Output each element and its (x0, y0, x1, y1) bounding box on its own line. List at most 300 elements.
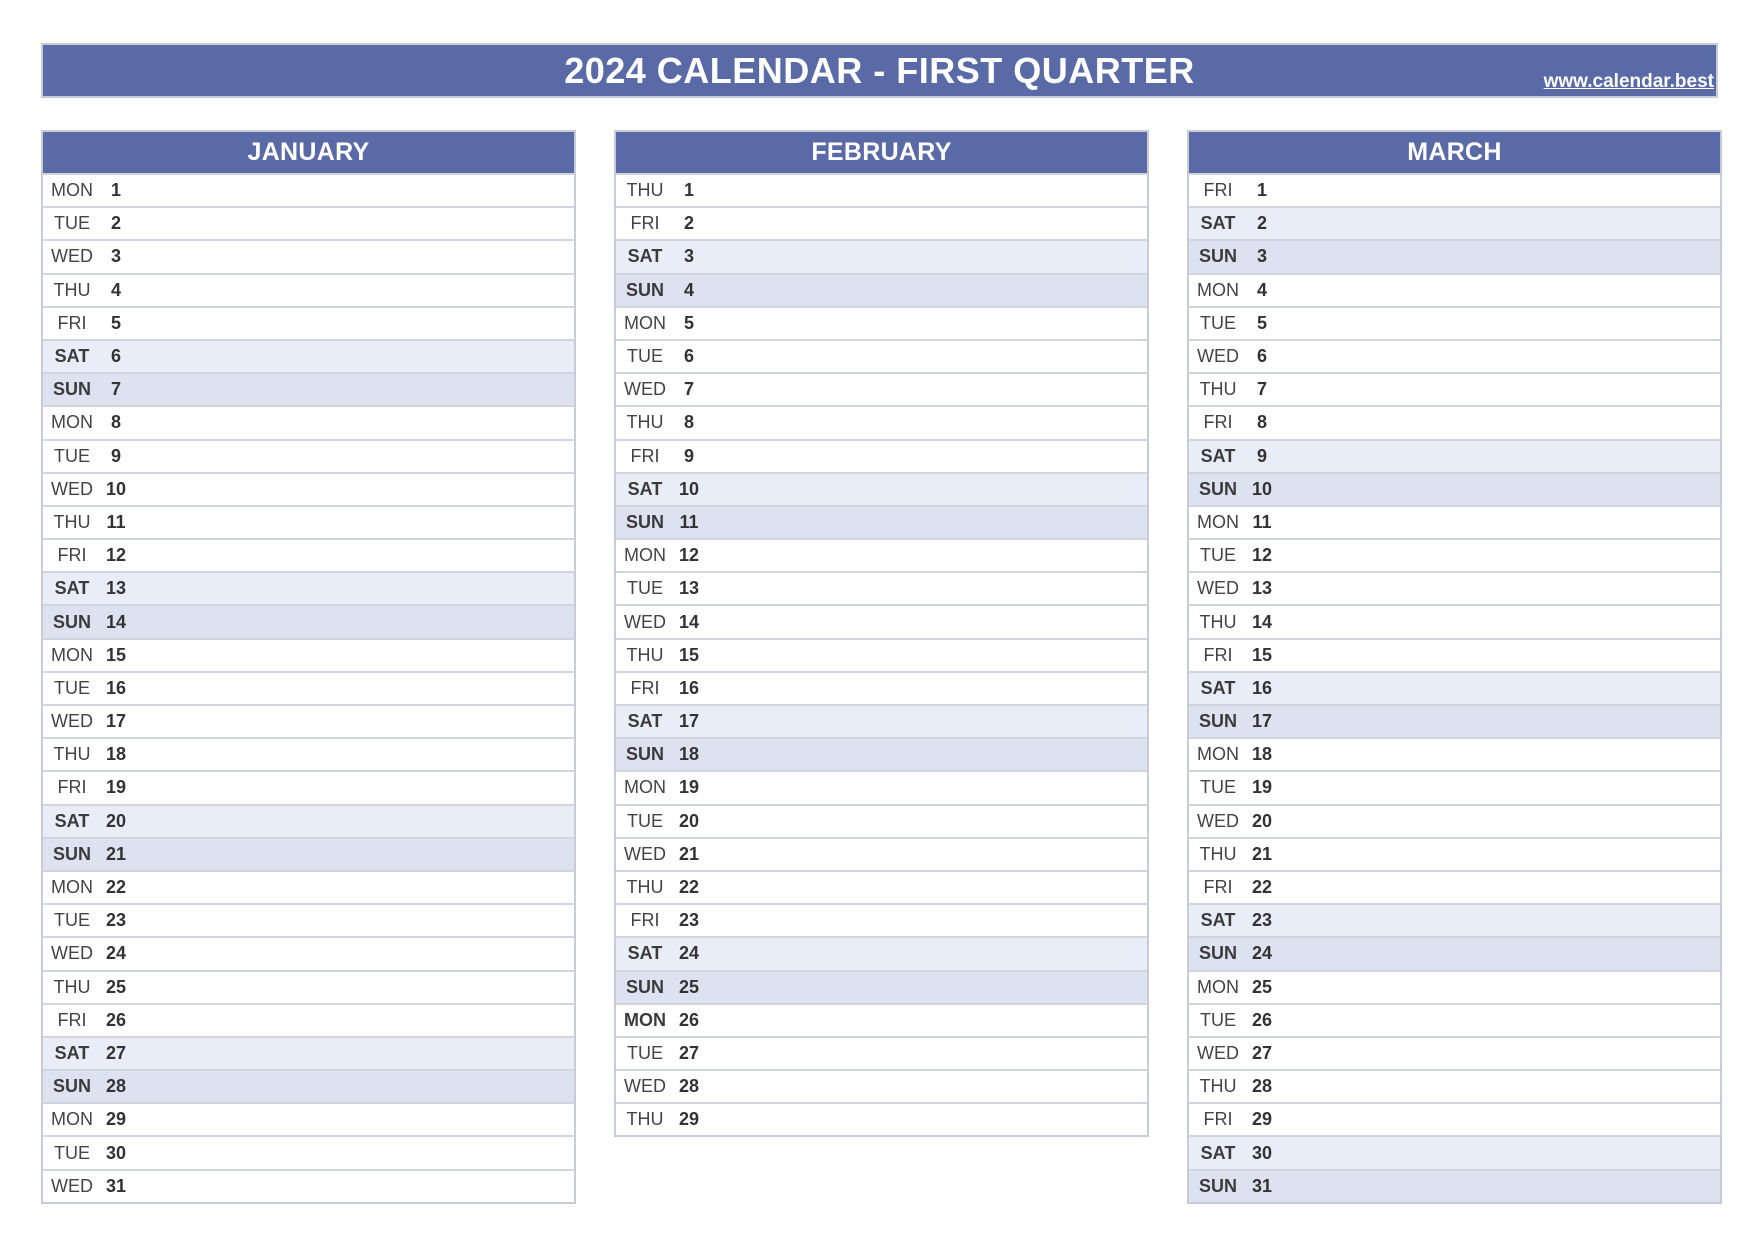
day-number: 2 (1256, 213, 1267, 234)
weekday-label: WED (1197, 1042, 1239, 1063)
day-number: 19 (1251, 777, 1273, 798)
weekday-label: FRI (1203, 644, 1233, 665)
day-number: 8 (1256, 412, 1267, 433)
day-row (1189, 405, 1720, 438)
weekday-label: MON (624, 777, 666, 798)
day-number: 3 (1256, 246, 1267, 267)
weekday-label: THU (1199, 379, 1237, 400)
note-space (704, 573, 1147, 604)
day-number: 5 (110, 312, 121, 333)
day-row (43, 439, 574, 472)
month-header: JANUARY (43, 132, 574, 173)
weekday-label: WED (51, 1175, 93, 1196)
note-space (131, 606, 574, 637)
weekday-label: SUN (1198, 1175, 1237, 1196)
day-row (616, 704, 1147, 737)
note-space (1277, 507, 1720, 538)
day-number: 26 (105, 1009, 127, 1030)
day-number: 25 (678, 976, 700, 997)
weekday-label: TUE (54, 1142, 90, 1163)
day-row (43, 505, 574, 538)
day-number: 15 (1251, 644, 1273, 665)
day-number: 22 (105, 877, 127, 898)
weekday-label: WED (624, 379, 666, 400)
day-number: 10 (105, 478, 127, 499)
note-space (704, 341, 1147, 372)
day-row (1189, 804, 1720, 837)
note-space (1277, 573, 1720, 604)
weekday-label: MON (624, 312, 666, 333)
day-row (616, 671, 1147, 704)
day-number: 13 (1251, 578, 1273, 599)
weekday-label: TUE (1200, 312, 1236, 333)
day-number: 15 (678, 644, 700, 665)
note-space (131, 308, 574, 339)
weekday-label: WED (624, 843, 666, 864)
note-space (1277, 241, 1720, 272)
day-row (616, 970, 1147, 1003)
day-number: 10 (678, 478, 700, 499)
note-space (704, 1038, 1147, 1069)
note-space (131, 673, 574, 704)
note-space (704, 441, 1147, 472)
day-number: 31 (1251, 1175, 1273, 1196)
weekday-label: TUE (54, 213, 90, 234)
weekday-label: MON (1197, 744, 1239, 765)
day-row (43, 936, 574, 969)
day-row (616, 770, 1147, 803)
note-space (131, 441, 574, 472)
day-row (1189, 306, 1720, 339)
day-number: 8 (110, 412, 121, 433)
note-space (704, 241, 1147, 272)
day-number: 4 (683, 279, 694, 300)
day-number: 23 (678, 910, 700, 931)
weekday-label: SUN (1198, 711, 1237, 732)
day-number: 16 (678, 677, 700, 698)
note-space (131, 640, 574, 671)
day-number: 23 (1251, 910, 1273, 931)
day-row (1189, 936, 1720, 969)
weekday-label: THU (53, 279, 91, 300)
day-number: 28 (1251, 1076, 1273, 1097)
note-space (704, 772, 1147, 803)
day-row (43, 1102, 574, 1135)
note-space (1277, 640, 1720, 671)
note-space (131, 507, 574, 538)
day-row (1189, 472, 1720, 505)
day-number: 11 (1252, 511, 1272, 532)
day-row (1189, 1135, 1720, 1168)
day-row (43, 770, 574, 803)
day-number: 29 (1251, 1109, 1273, 1130)
note-space (704, 806, 1147, 837)
day-number: 11 (106, 511, 126, 532)
note-space (704, 673, 1147, 704)
weekday-label: FRI (630, 213, 660, 234)
note-space (704, 474, 1147, 505)
day-number: 11 (679, 511, 699, 532)
day-number: 6 (110, 346, 121, 367)
day-row (1189, 903, 1720, 936)
day-row (43, 903, 574, 936)
note-space (1277, 208, 1720, 239)
day-row (43, 1169, 574, 1202)
note-space (1277, 1137, 1720, 1168)
day-number: 30 (1251, 1142, 1273, 1163)
note-space (1277, 341, 1720, 372)
day-row (616, 538, 1147, 571)
day-number: 23 (105, 910, 127, 931)
day-row (43, 704, 574, 737)
note-space (704, 739, 1147, 770)
day-row (1189, 571, 1720, 604)
note-space (131, 938, 574, 969)
day-row (616, 505, 1147, 538)
day-number: 1 (683, 180, 694, 201)
weekday-label: WED (51, 711, 93, 732)
day-number: 17 (678, 711, 700, 732)
day-number: 3 (110, 246, 121, 267)
note-space (131, 1171, 574, 1202)
weekday-label: MON (51, 180, 93, 201)
day-number: 18 (105, 744, 127, 765)
note-space (1277, 673, 1720, 704)
note-space (704, 407, 1147, 438)
weekday-label: SAT (627, 478, 663, 499)
note-space (131, 1137, 574, 1168)
day-number: 22 (1251, 877, 1273, 898)
day-number: 9 (1256, 445, 1267, 466)
note-space (131, 540, 574, 571)
weekday-label: THU (53, 976, 91, 997)
weekday-label: SUN (52, 379, 91, 400)
day-row (616, 239, 1147, 272)
weekday-label: SUN (52, 843, 91, 864)
note-space (704, 208, 1147, 239)
day-row (1189, 837, 1720, 870)
weekday-label: SAT (627, 246, 663, 267)
weekday-label: WED (624, 611, 666, 632)
weekday-label: SAT (1200, 677, 1236, 698)
note-space (131, 175, 574, 206)
weekday-label: WED (1197, 810, 1239, 831)
weekday-label: TUE (54, 445, 90, 466)
day-row (616, 472, 1147, 505)
day-row (43, 970, 574, 1003)
day-number: 31 (105, 1175, 127, 1196)
day-row (616, 1069, 1147, 1102)
note-space (704, 606, 1147, 637)
note-space (131, 474, 574, 505)
note-space (704, 507, 1147, 538)
day-row (616, 1036, 1147, 1069)
note-space (1277, 806, 1720, 837)
note-space (1277, 606, 1720, 637)
note-space (1277, 972, 1720, 1003)
day-number: 24 (678, 943, 700, 964)
day-number: 24 (1251, 943, 1273, 964)
day-row (1189, 505, 1720, 538)
note-space (704, 1104, 1147, 1135)
day-number: 16 (1251, 677, 1273, 698)
day-number: 7 (1256, 379, 1267, 400)
day-row (1189, 206, 1720, 239)
weekday-label: WED (1197, 578, 1239, 599)
weekday-label: TUE (627, 810, 663, 831)
day-number: 10 (1251, 478, 1273, 499)
day-row (43, 604, 574, 637)
weekday-label: SAT (627, 711, 663, 732)
day-number: 17 (105, 711, 127, 732)
weekday-label: TUE (627, 346, 663, 367)
day-row (43, 173, 574, 206)
day-number: 14 (1251, 611, 1273, 632)
day-row (1189, 372, 1720, 405)
weekday-label: SAT (1200, 1142, 1236, 1163)
day-number: 25 (105, 976, 127, 997)
day-row (43, 571, 574, 604)
weekday-label: FRI (57, 545, 87, 566)
weekday-label: SAT (1200, 445, 1236, 466)
day-number: 21 (1251, 843, 1273, 864)
note-space (704, 872, 1147, 903)
note-space (704, 374, 1147, 405)
note-space (1277, 1038, 1720, 1069)
weekday-label: FRI (57, 1009, 87, 1030)
day-row (616, 306, 1147, 339)
weekday-label: FRI (1203, 1109, 1233, 1130)
day-number: 4 (1256, 279, 1267, 300)
day-row (43, 306, 574, 339)
day-number: 9 (683, 445, 694, 466)
day-number: 19 (105, 777, 127, 798)
day-row (616, 405, 1147, 438)
website-link[interactable]: www.calendar.best (1543, 71, 1714, 92)
weekday-label: SAT (1200, 910, 1236, 931)
day-number: 18 (678, 744, 700, 765)
weekday-label: THU (53, 511, 91, 532)
weekday-label: SAT (1200, 213, 1236, 234)
note-space (1277, 308, 1720, 339)
day-number: 2 (683, 213, 694, 234)
note-space (131, 1038, 574, 1069)
note-space (1277, 1005, 1720, 1036)
day-number: 24 (105, 943, 127, 964)
weekday-label: SAT (54, 578, 90, 599)
weekday-label: MON (624, 545, 666, 566)
day-row (1189, 671, 1720, 704)
day-row (1189, 604, 1720, 637)
day-row (616, 638, 1147, 671)
note-space (704, 938, 1147, 969)
month-day-list (616, 173, 1147, 1135)
day-row (616, 372, 1147, 405)
note-space (131, 341, 574, 372)
day-row (43, 273, 574, 306)
weekday-label: WED (51, 478, 93, 499)
day-number: 22 (678, 877, 700, 898)
page-title: 2024 CALENDAR - FIRST QUARTER (564, 50, 1195, 91)
day-row (1189, 439, 1720, 472)
note-space (704, 905, 1147, 936)
note-space (1277, 872, 1720, 903)
day-number: 21 (678, 843, 700, 864)
note-space (1277, 938, 1720, 969)
note-space (131, 241, 574, 272)
weekday-label: MON (51, 412, 93, 433)
day-number: 26 (1251, 1009, 1273, 1030)
title-bar (41, 43, 1718, 98)
weekday-label: THU (626, 877, 664, 898)
note-space (1277, 839, 1720, 870)
month-header: MARCH (1189, 132, 1720, 173)
weekday-label: MON (1197, 976, 1239, 997)
day-row (43, 638, 574, 671)
day-number: 30 (105, 1142, 127, 1163)
weekday-label: WED (51, 246, 93, 267)
weekday-label: FRI (1203, 877, 1233, 898)
note-space (1277, 441, 1720, 472)
note-space (131, 872, 574, 903)
day-row (1189, 737, 1720, 770)
day-number: 4 (110, 279, 121, 300)
note-space (131, 1104, 574, 1135)
note-space (1277, 739, 1720, 770)
day-number: 7 (683, 379, 694, 400)
weekday-label: TUE (1200, 1009, 1236, 1030)
day-number: 27 (1251, 1042, 1273, 1063)
weekday-label: MON (1197, 511, 1239, 532)
day-row (43, 372, 574, 405)
month-day-list (1189, 173, 1720, 1202)
weekday-label: MON (51, 877, 93, 898)
note-space (131, 374, 574, 405)
weekday-label: MON (624, 1009, 666, 1030)
day-row (1189, 273, 1720, 306)
day-row (43, 1069, 574, 1102)
day-number: 8 (683, 412, 694, 433)
day-number: 13 (678, 578, 700, 599)
day-row (43, 538, 574, 571)
day-row (1189, 704, 1720, 737)
day-row (616, 936, 1147, 969)
note-space (704, 972, 1147, 1003)
day-row (1189, 1102, 1720, 1135)
note-space (131, 208, 574, 239)
day-number: 14 (678, 611, 700, 632)
weekday-label: SAT (54, 346, 90, 367)
day-row (616, 804, 1147, 837)
weekday-label: TUE (1200, 777, 1236, 798)
weekday-label: FRI (630, 910, 660, 931)
note-space (1277, 1171, 1720, 1202)
note-space (1277, 407, 1720, 438)
day-row (43, 1036, 574, 1069)
note-space (1277, 474, 1720, 505)
day-number: 27 (678, 1042, 700, 1063)
month-day-list (43, 173, 574, 1202)
day-number: 3 (683, 246, 694, 267)
day-row (1189, 538, 1720, 571)
day-number: 17 (1251, 711, 1273, 732)
note-space (704, 275, 1147, 306)
day-row (616, 870, 1147, 903)
weekday-label: WED (624, 1076, 666, 1097)
day-number: 6 (1256, 346, 1267, 367)
note-space (704, 308, 1147, 339)
note-space (704, 175, 1147, 206)
weekday-label: SUN (625, 279, 664, 300)
weekday-label: TUE (54, 910, 90, 931)
note-space (1277, 275, 1720, 306)
day-number: 29 (678, 1109, 700, 1130)
day-number: 26 (678, 1009, 700, 1030)
day-row (43, 472, 574, 505)
day-row (1189, 239, 1720, 272)
weekday-label: SUN (52, 611, 91, 632)
note-space (1277, 772, 1720, 803)
weekday-label: TUE (627, 578, 663, 599)
day-number: 16 (105, 677, 127, 698)
day-row (616, 604, 1147, 637)
day-number: 9 (110, 445, 121, 466)
day-number: 5 (1256, 312, 1267, 333)
weekday-label: THU (626, 644, 664, 665)
weekday-label: SUN (52, 1076, 91, 1097)
note-space (131, 972, 574, 1003)
month-january (41, 130, 576, 1204)
weekday-label: FRI (630, 677, 660, 698)
day-row (1189, 1003, 1720, 1036)
day-row (43, 239, 574, 272)
day-row (616, 903, 1147, 936)
day-row (616, 1102, 1147, 1135)
day-row (1189, 339, 1720, 372)
weekday-label: MON (51, 644, 93, 665)
weekday-label: SUN (1198, 478, 1237, 499)
weekday-label: THU (626, 1109, 664, 1130)
weekday-label: FRI (57, 777, 87, 798)
day-row (43, 870, 574, 903)
note-space (131, 706, 574, 737)
day-number: 25 (1251, 976, 1273, 997)
weekday-label: SAT (54, 810, 90, 831)
day-number: 5 (683, 312, 694, 333)
month-header: FEBRUARY (616, 132, 1147, 173)
day-row (616, 273, 1147, 306)
weekday-label: SUN (625, 976, 664, 997)
note-space (1277, 905, 1720, 936)
day-row (43, 1135, 574, 1168)
note-space (1277, 374, 1720, 405)
day-row (616, 1003, 1147, 1036)
day-row (616, 173, 1147, 206)
note-space (131, 573, 574, 604)
note-space (131, 275, 574, 306)
note-space (131, 806, 574, 837)
weekday-label: SUN (1198, 943, 1237, 964)
day-number: 12 (105, 545, 127, 566)
day-number: 21 (105, 843, 127, 864)
weekday-label: THU (53, 744, 91, 765)
day-row (1189, 173, 1720, 206)
day-row (616, 339, 1147, 372)
day-row (616, 571, 1147, 604)
weekday-label: SAT (54, 1042, 90, 1063)
note-space (704, 1071, 1147, 1102)
weekday-label: TUE (627, 1042, 663, 1063)
